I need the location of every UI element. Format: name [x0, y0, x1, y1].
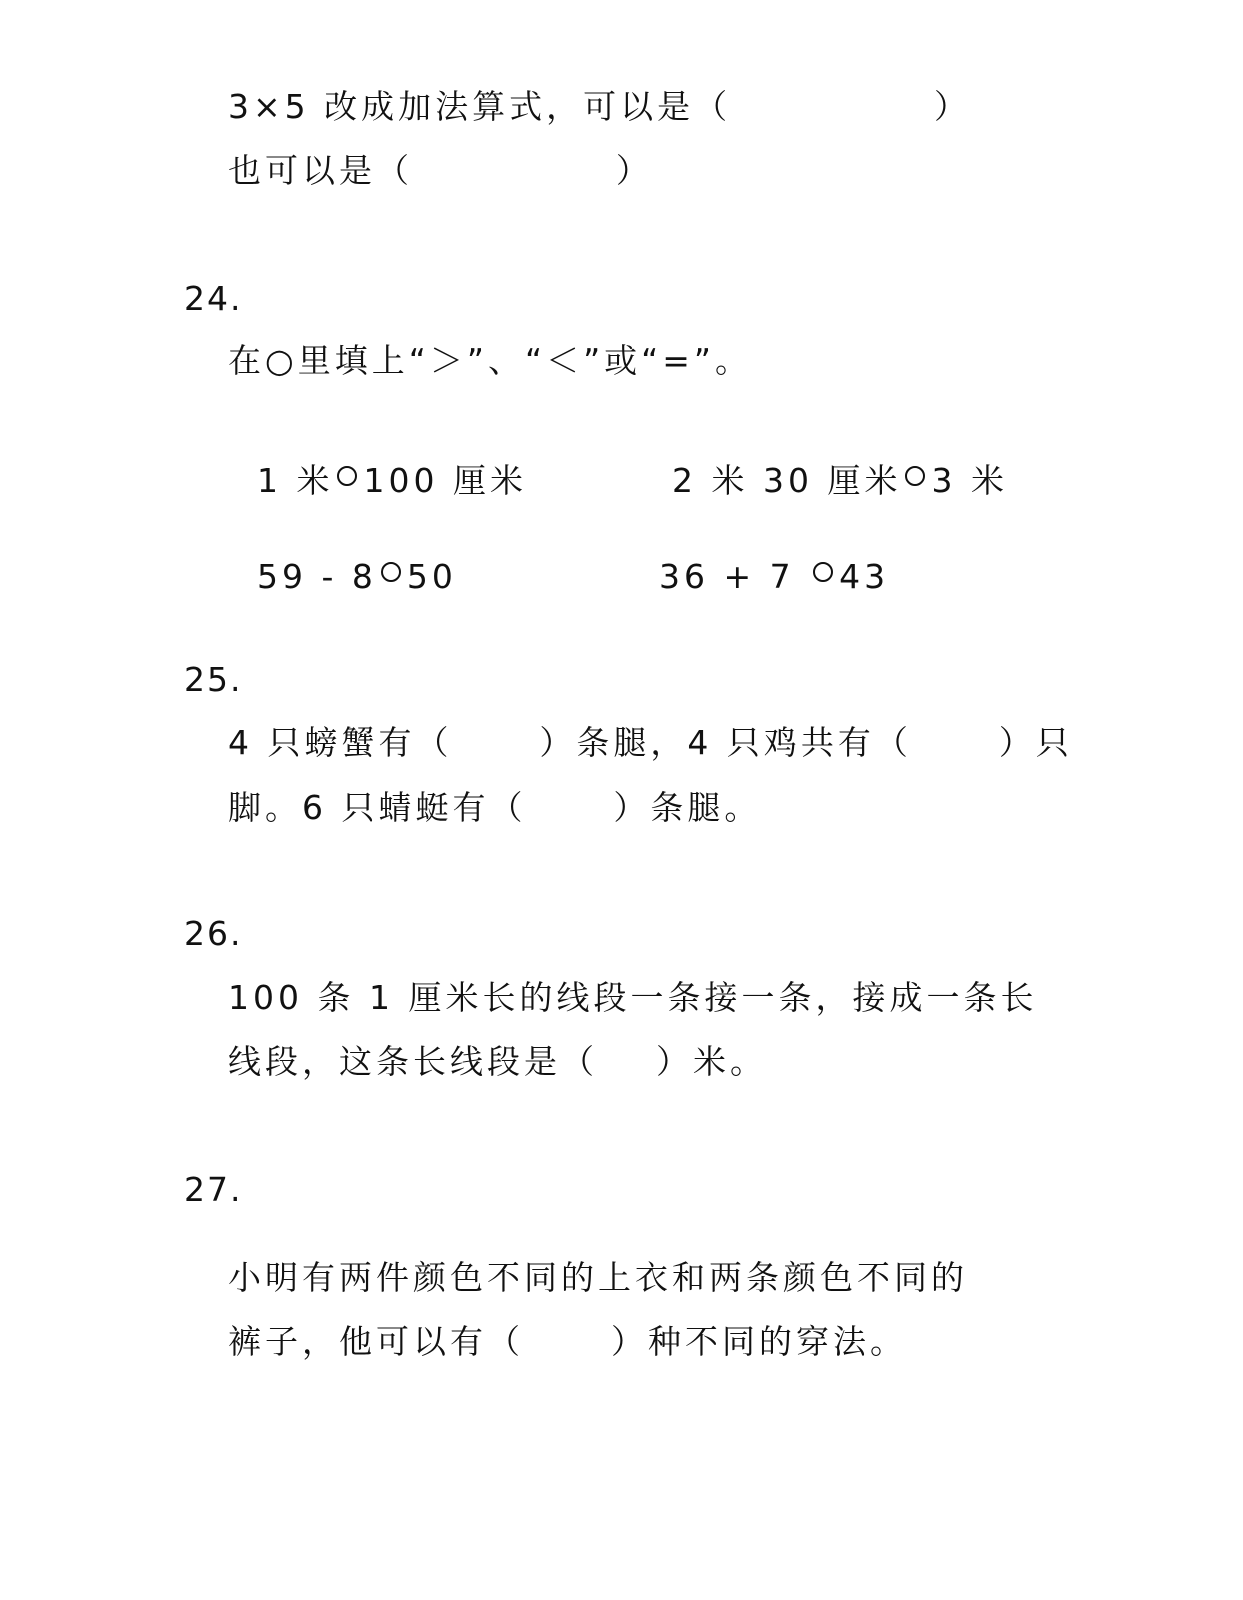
compare-circle-icon[interactable] — [381, 562, 401, 582]
q25-number: 25. — [184, 660, 243, 699]
compare-circle-icon[interactable] — [905, 466, 925, 486]
q27-number: 27. — [184, 1170, 243, 1209]
q25-line2: 脚。6 只蜻蜓有（ ）条腿。 — [228, 788, 762, 827]
compare-circle-icon[interactable] — [337, 466, 357, 486]
q24-item-2-right: 3 米 — [931, 461, 1008, 500]
q23-line1: 3×5 改成加法算式，可以是（ ） — [228, 87, 971, 126]
q24-item-4-left: 36 + 7 — [658, 557, 810, 596]
compare-circle-icon[interactable] — [813, 562, 833, 582]
q27-line2: 裤子，他可以有（ ）种不同的穿法。 — [228, 1322, 907, 1361]
q23-line2: 也可以是（ ） — [228, 151, 653, 190]
q24-item-3 — [228, 527, 457, 596]
q24-item-4 — [630, 527, 890, 596]
q25-line1: 4 只螃蟹有（ ）条腿，4 只鸡共有（ ）只 — [228, 723, 1073, 762]
q24-item-3-left: 59 - 8 — [256, 557, 377, 596]
q24-item-1-right: 100 厘米 — [363, 461, 527, 500]
q24-item-1-left: 1 米 — [256, 461, 334, 500]
q26-number: 26. — [184, 914, 243, 953]
q26-line1: 100 条 1 厘米长的线段一条接一条，接成一条长 — [228, 978, 1038, 1017]
q24-instruction: 在○里填上“＞”、“＜”或“=”。 — [228, 341, 753, 380]
q24-number: 24. — [184, 279, 243, 318]
q27-line1: 小明有两件颜色不同的上衣和两条颜色不同的 — [228, 1258, 968, 1297]
q24-item-3-right: 50 — [406, 557, 457, 596]
q24-item-1 — [228, 431, 527, 500]
q26-line2: 线段，这条长线段是（ ）米。 — [228, 1042, 767, 1081]
q24-item-2 — [643, 431, 1008, 500]
q24-item-2-left: 2 米 30 厘米 — [671, 461, 902, 500]
q24-item-4-right: 43 — [839, 557, 890, 596]
